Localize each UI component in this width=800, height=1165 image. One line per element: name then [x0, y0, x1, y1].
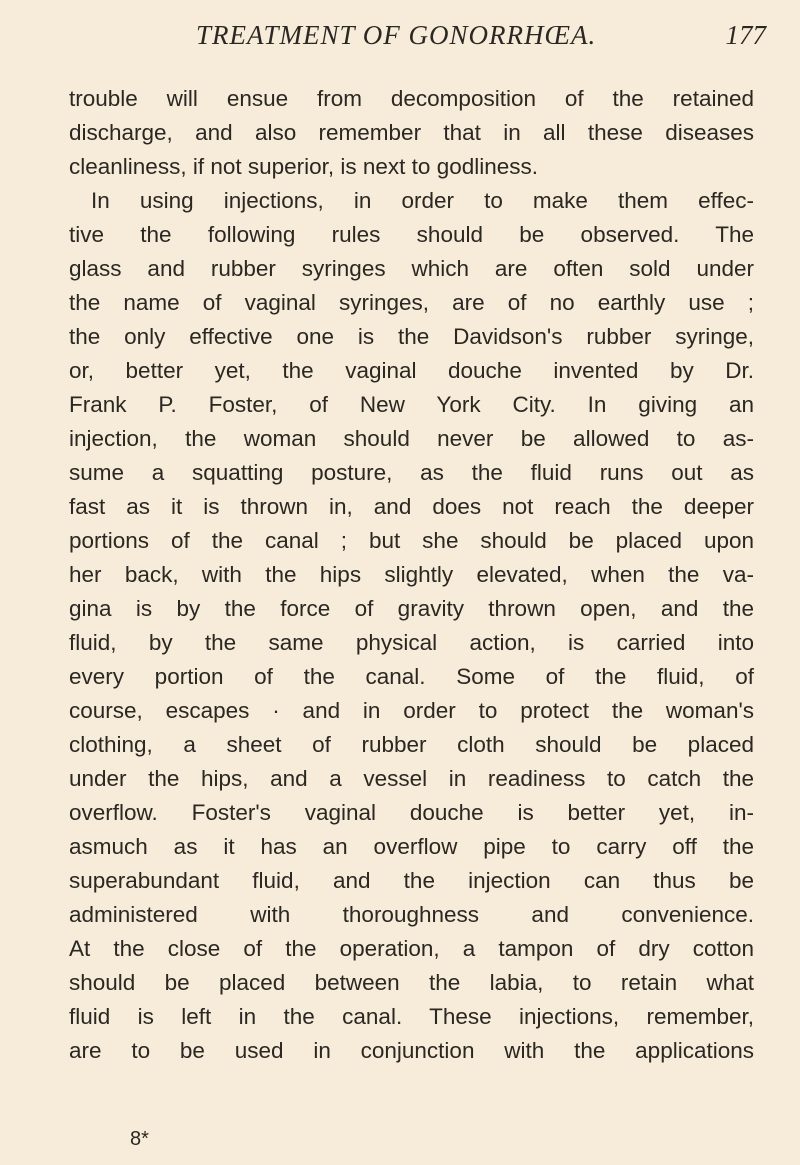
- running-head: [66, 20, 766, 54]
- text-line: fast as it is thrown in, and does not reach the deeper: [69, 494, 754, 519]
- paragraph-first-line: In using injections, in order to make them effec-: [91, 188, 754, 213]
- text-line: gina is by the force of gravity thrown open, and the: [69, 596, 754, 621]
- text-line: course, escapes · and in order to protect the woman's: [69, 698, 754, 723]
- body-text: [69, 82, 754, 1068]
- text-line: or, better yet, the vaginal douche invented by Dr.: [69, 358, 754, 383]
- text-line: portions of the canal ; but she should be placed upon: [69, 528, 754, 553]
- running-head-title: TREATMENT OF GONORRHŒA.: [196, 20, 597, 50]
- text-line: tive the following rules should be observed. The: [69, 222, 754, 247]
- text-line: fluid, by the same physical action, is carried into: [69, 630, 754, 655]
- signature-mark: 8*: [130, 1128, 149, 1150]
- text-line: asmuch as it has an overflow pipe to carry off the: [69, 834, 754, 859]
- text-line: injection, the woman should never be allowed to as-: [69, 426, 754, 451]
- text-line: her back, with the hips slightly elevated, when the va-: [69, 562, 754, 587]
- text-line: overflow. Foster's vaginal douche is better yet, in-: [69, 800, 754, 825]
- text-line: every portion of the canal. Some of the fluid, of: [69, 664, 754, 689]
- text-line: administered with thoroughness and convenience.: [69, 902, 754, 927]
- text-line: cleanliness, if not superior, is next to godliness.: [69, 154, 539, 179]
- text-line: clothing, a sheet of rubber cloth should be placed: [69, 732, 754, 757]
- page-number: 177: [725, 20, 766, 50]
- text-line: trouble will ensue from decomposition of the retained: [69, 86, 754, 111]
- text-line: fluid is left in the canal. These injections, remember,: [69, 1004, 754, 1029]
- text-line: Frank P. Foster, of New York City. In giving an: [69, 392, 754, 417]
- text-line: sume a squatting posture, as the fluid runs out as: [69, 460, 754, 485]
- text-line: under the hips, and a vessel in readiness to catch the: [69, 766, 754, 791]
- text-line: glass and rubber syringes which are often sold under: [69, 256, 754, 281]
- text-line: are to be used in conjunction with the applications: [69, 1038, 754, 1063]
- text-line: the only effective one is the Davidson's rubber syringe,: [69, 324, 754, 349]
- text-line: At the close of the operation, a tampon of dry cotton: [69, 936, 754, 961]
- text-line: superabundant fluid, and the injection can thus be: [69, 868, 754, 893]
- text-line: discharge, and also remember that in all these diseases: [69, 120, 754, 145]
- text-line: should be placed between the labia, to retain what: [69, 970, 754, 995]
- text-line: the name of vaginal syringes, are of no earthly use ;: [69, 290, 754, 315]
